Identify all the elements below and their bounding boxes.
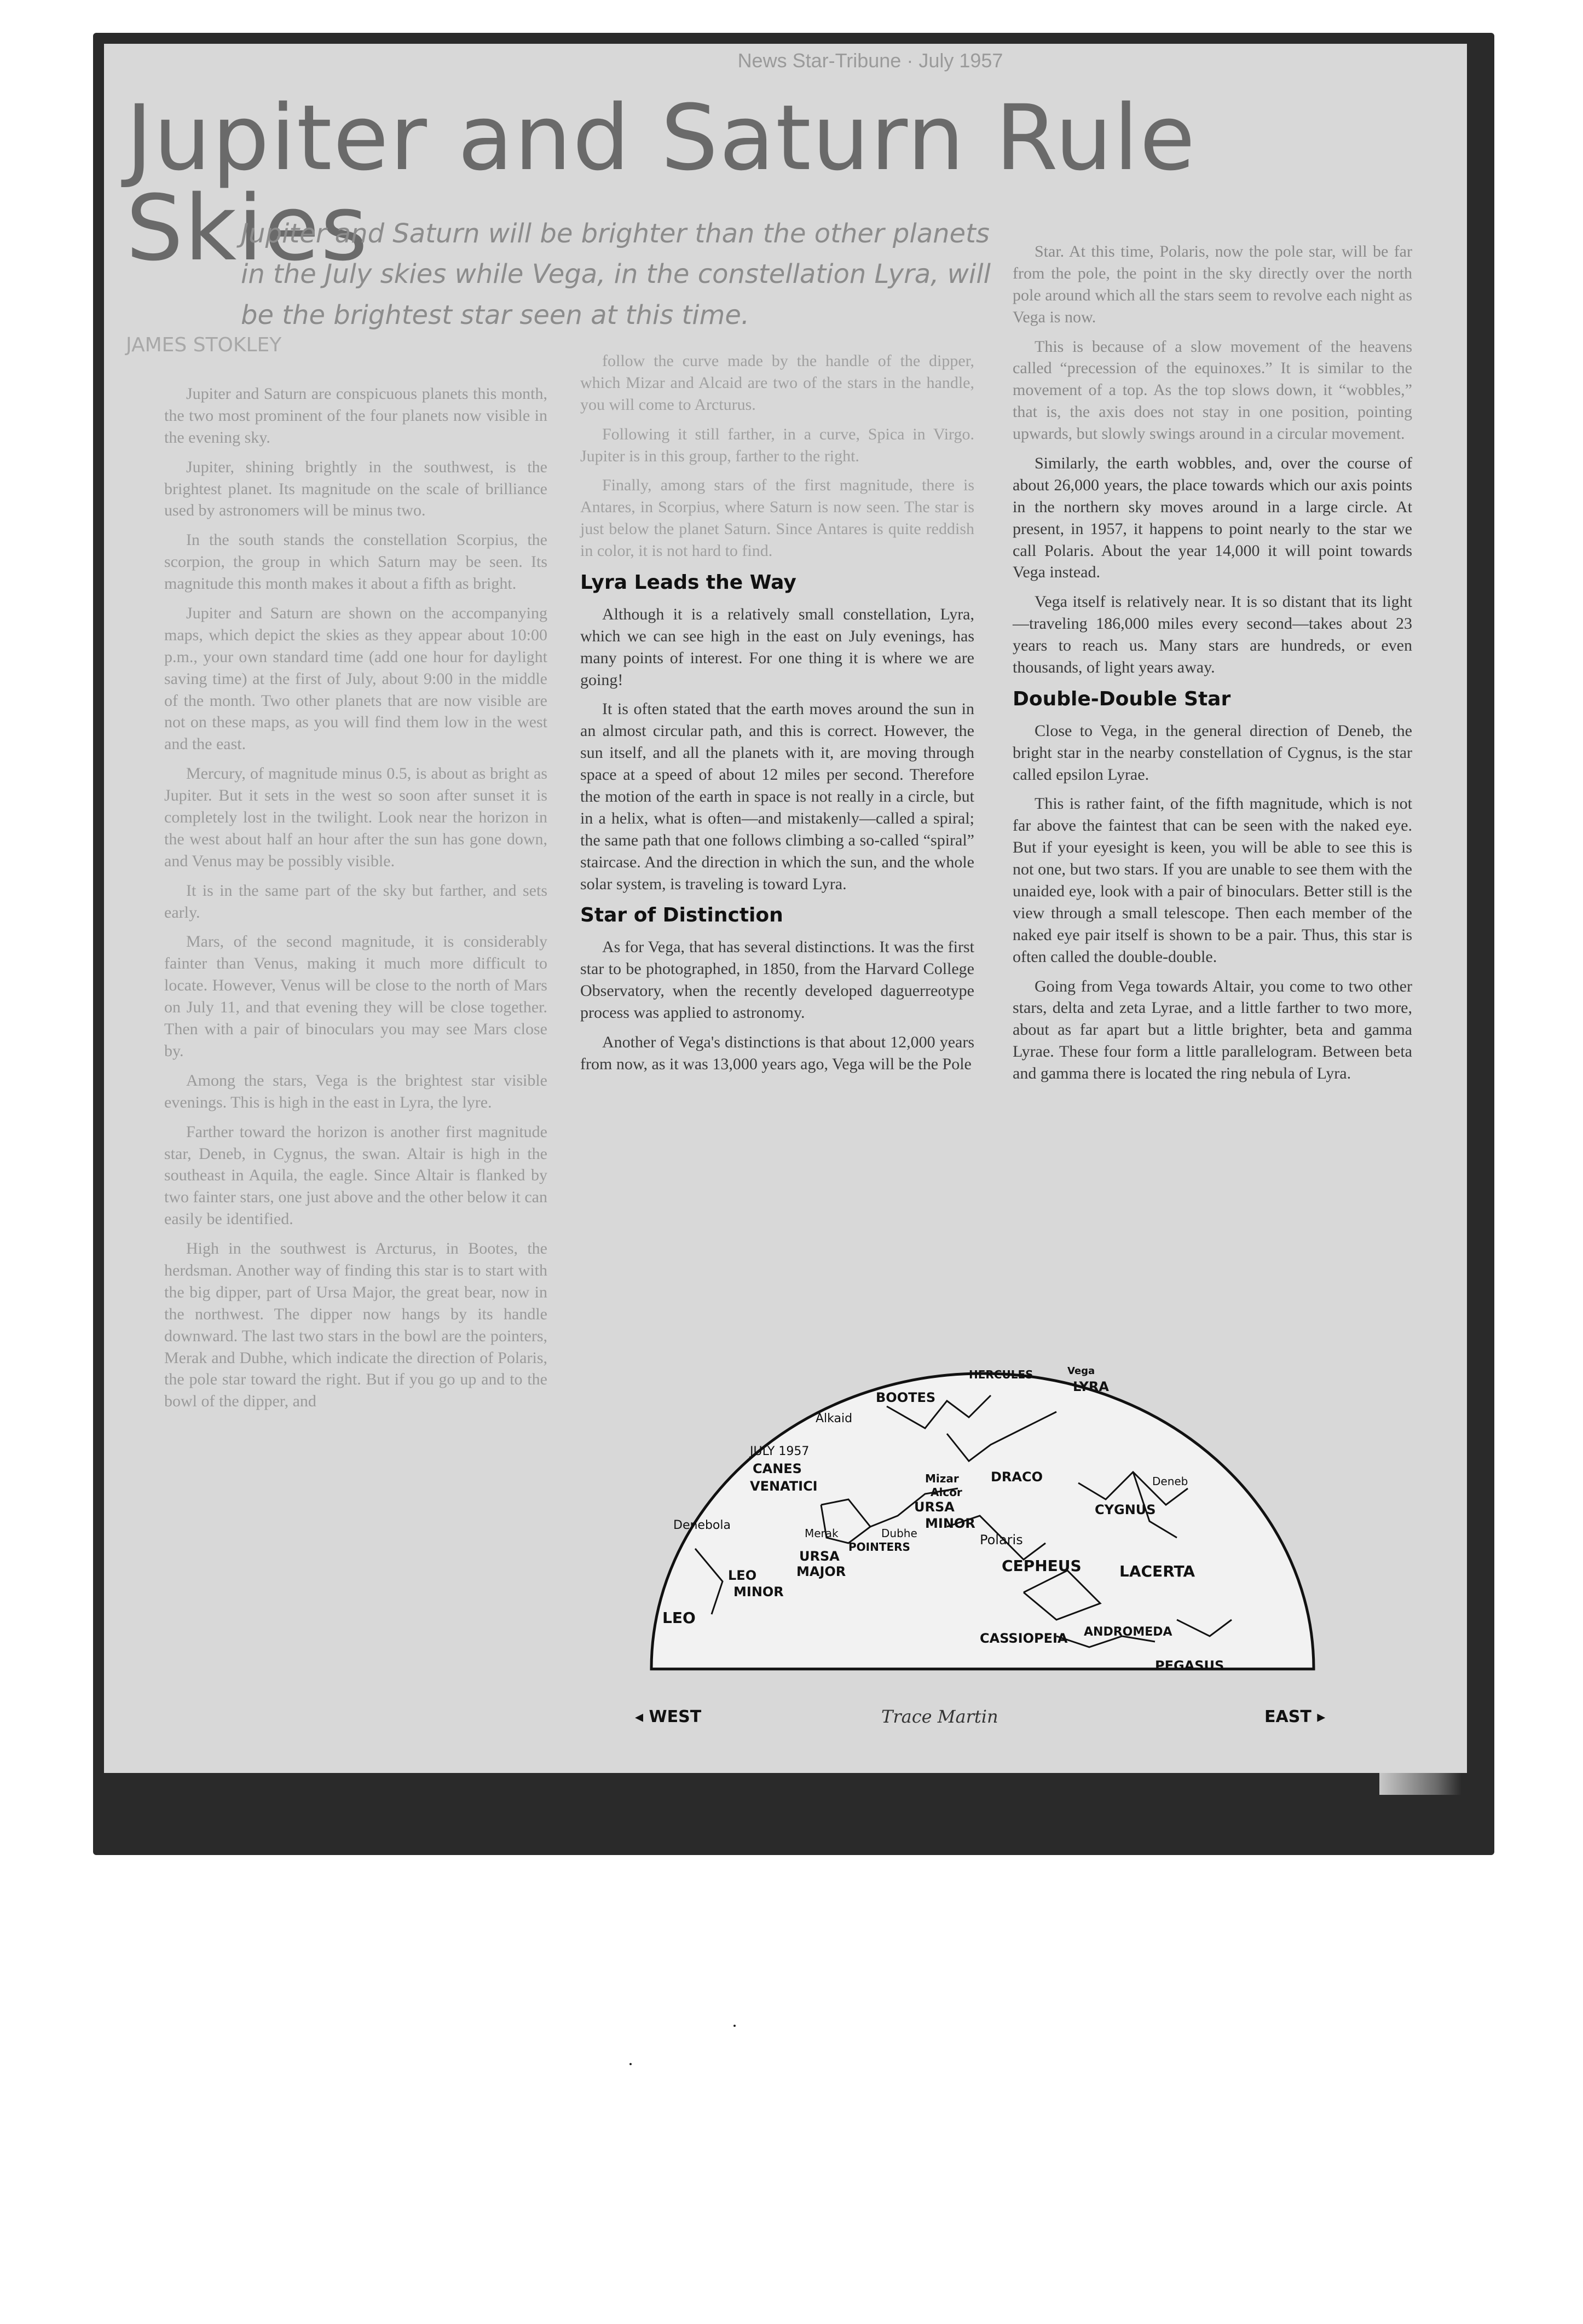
map-label-denebola: Denebola: [673, 1519, 731, 1532]
paragraph: Although it is a relatively small constellation, Lyra, which we can see high in the east on July evenings, has many points of interest. For one thing it is where we are going!: [580, 605, 974, 689]
map-label-alcor: Alcor: [931, 1486, 962, 1499]
speck: [733, 2025, 736, 2027]
map-label-cygnus: CYGNUS: [1095, 1502, 1156, 1517]
subhead-lyra: Lyra Leads the Way: [580, 571, 796, 594]
column-1: [164, 383, 547, 1420]
map-label-pegasus: PEGASUS: [1155, 1658, 1224, 1673]
paragraph: Finally, among stars of the first magnitude, there is Antares, in Scorpius, where Saturn is now seen. The star is just below the planet Saturn. Since Antares is quite reddish in color, it is not hard to find.: [580, 476, 974, 560]
map-east-label: EAST ▸: [1264, 1707, 1326, 1726]
deck: Jupiter and Saturn will be brighter than the other planets in the July skies while Vega, in the constellation Lyra, will be the brightest star seen at this time.: [241, 218, 991, 331]
map-label-leo: LEO: [662, 1609, 696, 1627]
sky-dome: [651, 1373, 1314, 1669]
paragraph: In the south stands the constellation Scorpius, the scorpion, the group in which Saturn may be seen. Its magnitude this month makes it about a fifth as bright.: [164, 531, 547, 593]
map-label-bootes: BOOTES: [876, 1390, 936, 1405]
paragraph: Star. At this time, Polaris, now the pole star, will be far from the pole, the point in the sky directly over the north pole around which all the stars seem to revolve each night as Vega is now.: [1013, 242, 1412, 326]
map-label-leo-minor-2: MINOR: [733, 1584, 784, 1599]
map-label-polaris: Polaris: [980, 1532, 1023, 1548]
map-label-ursa-major-1: URSA: [799, 1549, 840, 1564]
map-credit: Trace Martin: [881, 1706, 998, 1727]
map-label-pointers: POINTERS: [848, 1540, 910, 1554]
headline: Jupiter and Saturn Rule Skies: [126, 85, 1197, 281]
map-label-alkaid: Alkaid: [816, 1412, 853, 1425]
paragraph: Similarly, the earth wobbles, and, over the course of about 26,000 years, the place towards which our axis points in the northern sky moves around in a large circle. At present, in 1957, it happens to point nearly to the star we call Polaris. About the year 14,000 it will point towards Vega instead.: [1013, 454, 1412, 582]
map-label-draco: DRACO: [991, 1469, 1043, 1485]
paragraph: follow the curve made by the handle of the dipper, which Mizar and Alcaid are two of the stars in the handle, you will come to Arcturus.: [580, 352, 974, 414]
paragraph: Another of Vega's distinctions is that about 12,000 years from now, as it was 13,000 years ago, Vega will be the Pole: [580, 1033, 974, 1073]
subhead-distinction: Star of Distinction: [580, 904, 783, 927]
paragraph: Jupiter and Saturn are shown on the accompanying maps, which depict the skies as they appear about 10:00 p.m., your own standard time (add one hour for daylight saving time) at the first of July, about 9:00 in the middle of the month. Two other planets that are now visible are not on these maps, as you will find them low in the west and the east.: [164, 604, 547, 754]
paragraph: Vega itself is relatively near. It is so distant that its light—traveling 186,000 miles every second—takes about 23 years to reach us. Many stars are hundreds, or even thousands, of light years away.: [1013, 593, 1412, 677]
column-3: [1013, 241, 1412, 1092]
map-label-andromeda: ANDROMEDA: [1084, 1625, 1172, 1639]
map-label-leo-minor-1: LEO: [728, 1568, 757, 1583]
map-label-canes: CANES: [753, 1461, 802, 1476]
speck: [629, 2063, 632, 2065]
byline: JAMES STOKLEY: [126, 334, 282, 356]
map-label-vega: Vega: [1067, 1365, 1095, 1377]
paragraph: Mercury, of magnitude minus 0.5, is about as bright as Jupiter. But it sets in the west so soon after sunset it is completely lost in the twilight. Look near the horizon in the west about half an hour after the sun has gone down, and Venus may be possibly visible.: [164, 764, 547, 870]
map-label-venatici: VENATICI: [750, 1479, 818, 1494]
paragraph: Following it still farther, in a curve, Spica in Virgo. Jupiter is in this group, farther to the right.: [580, 425, 974, 465]
paragraph: High in the southwest is Arcturus, in Bootes, the herdsman. Another way of finding this star is to start with the big dipper, part of Ursa Major, the great bear, now in the northwest. The dipper now hangs by its handle downward. The last two stars in the bowl are the pointers, Merak and Dubhe, which indicate the direction of Polaris, the pole star toward the right. But if you go up and to the bowl of the dipper, and: [164, 1239, 547, 1411]
map-label-merak: Merak: [805, 1527, 839, 1540]
paragraph: Farther toward the horizon is another first magnitude star, Deneb, in Cygnus, the swan. Altair is high in the southeast in Aquila, the eagle. Since Altair is flanked by two fainter stars, one just above and the other below it can easily be identified.: [164, 1122, 547, 1228]
map-label-cepheus: CEPHEUS: [1002, 1557, 1082, 1575]
map-west-label: ◂ WEST: [635, 1707, 702, 1726]
paragraph: Among the stars, Vega is the brightest star visible evenings. This is high in the east in Lyra, the lyre.: [164, 1071, 547, 1111]
map-label-ursa-minor-1: URSA: [914, 1499, 955, 1515]
paragraph: It is often stated that the earth moves around the sun in an almost circular path, and this is correct. However, the sun itself, and all the planets with it, are moving through space at a speed of about 12 miles per second. Therefore the motion of the earth in space is not really in a circle, but in a helix, what is often—and mistakenly—called a spiral; the same path that one follows climbing a so-called “spiral” staircase. And the direction in which the sun, and the whole solar system, is traveling is toward Lyra.: [580, 700, 974, 893]
map-label-hercules: HERCULES: [969, 1368, 1033, 1381]
map-label-lyra: LYRA: [1073, 1379, 1109, 1394]
map-label-deneb: Deneb: [1152, 1475, 1188, 1488]
paragraph: This is rather faint, of the fifth magnitude, which is not far above the faintest that can be seen with the naked eye. But if your eyesight is keen, you will be able to see this is not one, but two stars. If you are unable to see them with the unaided eye, look with a pair of binoculars. Better still is the view through a small telescope. Then each member of the naked eye pair itself is shown to be a pair. Thus, this star is often called the double-double.: [1013, 795, 1412, 966]
column-2: [580, 350, 974, 1083]
map-label-mizar: Mizar: [925, 1472, 959, 1485]
paragraph: It is in the same part of the sky but farther, and sets early.: [164, 881, 547, 922]
paragraph: Jupiter and Saturn are conspicuous planets this month, the two most prominent of the four planets now visible in the evening sky.: [164, 385, 547, 447]
map-label-ursa-major-2: MAJOR: [796, 1564, 846, 1579]
paragraph: This is because of a slow movement of the heavens called “precession of the equinoxes.” It is similar to the movement of a top. As the top slows down, it “wobbles,” that is, the axis does not stay in one position, pointing upwards, but slowly swings around in a circular movement.: [1013, 337, 1412, 443]
paragraph: As for Vega, that has several distinctions. It was the first star to be photographed, in 1850, from the Harvard College Observatory, when the recently developed daguerreotype process was applied to astronomy.: [580, 938, 974, 1022]
subhead-double-double: Double-Double Star: [1013, 687, 1231, 710]
paragraph: Jupiter, shining brightly in the southwest, is the brightest planet. Its magnitude on the scale of brilliance used by astronomers will be minus two.: [164, 457, 547, 520]
masthead-line: News Star-Tribune · July 1957: [737, 49, 1003, 72]
paragraph: Going from Vega towards Altair, you come to two other stars, delta and zeta Lyrae, and a little farther to two more, about as far apart but a little brighter, beta and gamma Lyrae. These four form a little parallelogram. Between beta and gamma there is located the ring nebula of Lyra.: [1013, 977, 1412, 1083]
paragraph: Close to Vega, in the general direction of Deneb, the bright star in the nearby constellation of Cygnus, is the star called epsilon Lyrae.: [1013, 721, 1412, 784]
map-label-dubhe: Dubhe: [881, 1527, 917, 1540]
map-label-cassiopeia: CASSIOPEIA: [980, 1631, 1068, 1646]
map-label-ursa-minor-2: MINOR: [925, 1516, 975, 1531]
map-label-date: JULY 1957: [750, 1445, 810, 1458]
star-map: [640, 1363, 1325, 1713]
paragraph: Mars, of the second magnitude, it is considerably fainter than Venus, making it much more difficult to locate. However, Venus will be close to the north of Mars on July 11, and that evening they will be close together. Then with a pair of binoculars you may see Mars close by.: [164, 932, 547, 1060]
map-label-lacerta: LACERTA: [1119, 1562, 1195, 1580]
